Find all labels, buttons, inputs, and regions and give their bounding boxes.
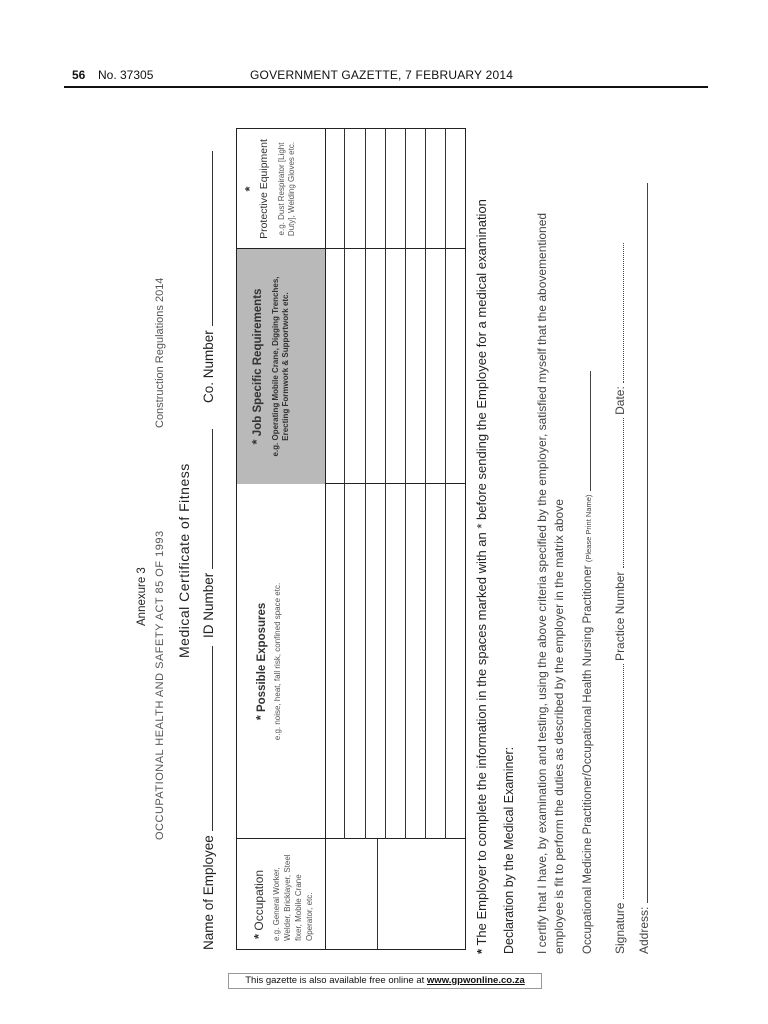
signature-label: Signature: [613, 902, 627, 954]
table-row-line: [425, 249, 426, 484]
table-row-line: [405, 484, 406, 839]
signature-line[interactable]: [612, 664, 624, 899]
id-number-label: ID Number: [201, 572, 216, 638]
address-row: [636, 183, 651, 954]
protective-equipment-header: [237, 129, 326, 249]
employee-name-line[interactable]: [200, 646, 213, 831]
practice-number-label: Practice Number: [613, 571, 627, 661]
id-number-line[interactable]: [200, 429, 213, 569]
exposures-title: Possible Exposures: [256, 602, 268, 713]
page-number: 56: [72, 68, 86, 82]
exposures-example: e.g. noise, heat, fall risk, confined space etc.: [273, 582, 282, 741]
address-line[interactable]: [636, 183, 648, 903]
address-label: Address:: [637, 906, 651, 954]
table-row-line: [385, 249, 386, 484]
rotated-form-wrapper: [130, 118, 670, 958]
table-row-line: [385, 129, 386, 249]
issue-number: No. 37305: [98, 68, 154, 82]
signature-row: [612, 243, 627, 954]
co-number-label: Co. Number: [201, 330, 216, 403]
job-requirements-column: [237, 248, 465, 484]
gazette-header: [64, 66, 708, 86]
act-title: OCCUPATIONAL HEALTH AND SAFETY ACT 85 OF 1993: [154, 530, 166, 840]
exposures-header: [237, 484, 326, 839]
certification-statement: I certify that I have, by examination and testing, using the above criteria specified by the employer, satisfied myself that the abovementioned employee is fit to perform the duties as described by the employer in the matrix above: [535, 212, 566, 954]
table-row-line: [344, 484, 345, 839]
required-star: *: [249, 439, 264, 445]
table-row-line: [405, 129, 406, 249]
table-row-line: [445, 129, 446, 249]
table-row-line: [445, 484, 446, 839]
employer-instruction: [474, 199, 489, 954]
date-label: Date:: [613, 386, 627, 415]
fitness-matrix-table: [236, 128, 466, 950]
header-rule: [64, 86, 708, 88]
certificate-title: Medical Certificate of Fitness: [176, 463, 192, 658]
footer-banner: [228, 973, 542, 989]
co-number-line[interactable]: [200, 151, 213, 326]
job-requirements-example: e.g. Operating Mobile Crane, Digging Trenches, Erecting Formwork & Supportwork etc.: [271, 276, 290, 457]
annexure-label: Annexure 3: [136, 567, 148, 626]
table-row-line: [344, 249, 345, 484]
declaration-title: Declaration by the Medical Examiner:: [502, 746, 516, 954]
medical-certificate-form: [130, 118, 670, 958]
table-row-line: [425, 484, 426, 839]
protective-equipment-title: Protective Equipment: [258, 139, 270, 239]
required-star: *: [253, 715, 268, 721]
table-row-line: [365, 249, 366, 484]
table-row-line: [385, 484, 386, 839]
protective-equipment-column: [237, 129, 465, 249]
protective-equipment-example: e.g. Dust Respirator [Light Duty], Welding Gloves etc.: [277, 141, 296, 237]
publication-title: GOVERNMENT GAZETTE, 7 FEBRUARY 2014: [250, 68, 514, 82]
employee-name-field[interactable]: [200, 646, 216, 950]
required-star: *: [474, 948, 489, 954]
occupation-example: e.g. General Worker, Welder, Bricklayer, Steel fixer, Mobile Crane Operator, etc.: [272, 854, 314, 941]
print-name-note: (Please Print Name): [584, 494, 593, 563]
co-number-field[interactable]: [200, 151, 216, 403]
occupation-title: Occupation: [252, 869, 266, 931]
occupation-column: [237, 838, 465, 949]
practitioner-name-line[interactable]: [580, 371, 591, 491]
exposures-column: [237, 483, 465, 839]
table-row-line: [344, 129, 345, 249]
practitioner-line[interactable]: [580, 371, 594, 954]
table-row-line: [365, 484, 366, 839]
table-row-line: [405, 249, 406, 484]
practitioner-label: Occupational Medicine Practitioner/Occupational Health Nursing Practitioner: [582, 565, 594, 954]
id-number-field[interactable]: [200, 429, 216, 638]
gpwonline-link[interactable]: www.gpwonline.co.za: [426, 975, 525, 986]
practice-number-line[interactable]: [612, 418, 624, 568]
date-line[interactable]: [612, 243, 624, 383]
footer-text: This gazette is also available free online at: [245, 975, 425, 986]
required-star: *: [242, 186, 257, 192]
table-row-line: [445, 249, 446, 484]
employee-name-label: Name of Employee: [201, 835, 216, 950]
job-requirements-title: Job Specific Requirements: [252, 288, 264, 437]
job-requirements-header: [237, 249, 326, 484]
required-star: *: [251, 933, 266, 939]
table-row-line: [365, 129, 366, 249]
table-row-line: [425, 129, 426, 249]
employer-instruction-text: The Employer to complete the information in the spaces marked with an * before sending the Employee for a medical examination: [474, 199, 489, 946]
table-row-line: [377, 839, 378, 949]
regulations-title: Construction Regulations 2014: [154, 277, 166, 428]
occupation-header: [237, 839, 326, 949]
